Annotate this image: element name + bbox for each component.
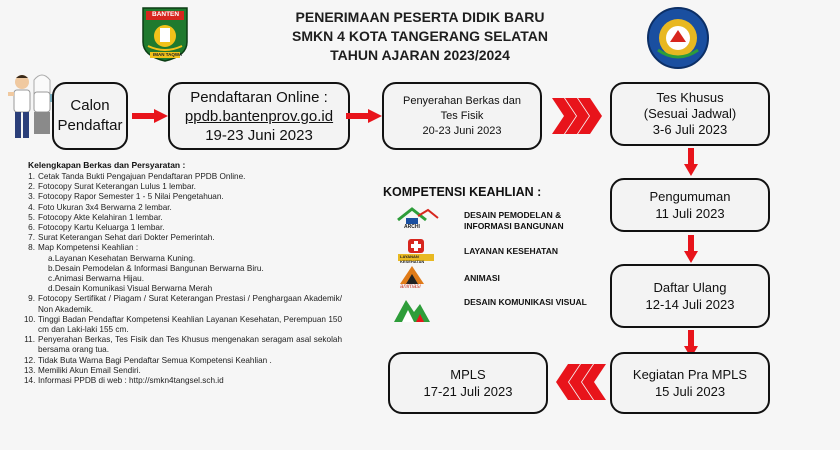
step-pengumuman-line1: Pengumuman [649,189,731,204]
sub-list-item: d.Desain Komunikasi Visual Berwarna Merah [48,284,213,294]
kompetensi-item-layanan-kesehatan: LAYANAN KESEHATAN [464,246,558,256]
layanan-logo-text: LAYANAN KESEHATAN [400,254,425,264]
step-calon-pendaftar [52,82,128,150]
step-mpls [388,352,548,414]
step-online-line3: 19-23 Juni 2023 [205,126,313,144]
requirements-title: Kelengkapan Berkas dan Persyaratan : [28,160,186,170]
kompetensi-title: KOMPETENSI KEAHLIAN : [383,185,542,199]
animasi-logo-text: animasi [400,284,421,290]
step-calon-line2: Pendaftar [57,117,123,134]
title-line-1: PENERIMAAN PESERTA DIDIK BARU [295,9,545,25]
step-pra-mpls [610,352,770,414]
list-item: 2. Fotocopy Surat Keterangan Lulus 1 lembar. [28,182,196,192]
banten-logo [140,6,190,62]
students-illustration [6,72,58,146]
list-item: 1. Cetak Tanda Bukti Pengajuan Pendaftaran PPDB Online. [28,172,246,181]
list-item: 7. Surat Keterangan Sehat dari Dokter Pemerintah. [28,233,215,243]
step-tes-line3: 3-6 Juli 2023 [652,122,728,137]
page-title [230,8,610,65]
list-item: 4. Foto Ukuran 3x4 Berwarna 2 lembar. [28,202,172,212]
list-item: 5. Fotocopy Akte Kelahiran 1 lembar. [28,212,163,222]
sub-list-item: a.Layanan Kesehatan Berwarna Kuning. [48,253,196,263]
arrow-right-icon [132,109,168,123]
sub-list-item: b.Desain Pemodelan & Informasi Bangunan Berwarna Biru. [48,263,264,273]
list-item: 8. Map Kompetensi Keahlian : [28,243,139,253]
step-pengumuman [610,178,770,232]
animasi-logo [392,264,432,292]
title-line-2: SMKN 4 KOTA TANGERANG SELATAN [292,28,548,44]
list-item: 12. Tidak Buta Warna Bagi Pendaftar Semua Kompetensi Keahlian . [24,355,272,365]
kompetensi-item-animasi: ANIMASI [464,273,500,283]
list-item: 3. Fotocopy Rapor Semester 1 - 5 Nilai Pengetahuan. [28,192,224,202]
dkv-logo [392,294,432,324]
list-item: 11. Penyerahan Berkas, Tes Fisik dan Tes Khusus mengenakan seragam asal sekolah bersama orang tua. [24,335,342,355]
step-tes-line1: Tes Khusus [656,90,724,105]
step-mpls-line1: MPLS [450,367,486,382]
list-item: 14. Informasi PPDB di web : http://smkn4tangsel.sch.id [24,376,224,386]
kompetensi-item-dkv: DESAIN KOMUNIKASI VISUAL [464,297,587,307]
step-pengumuman-line2: 11 Juli 2023 [655,206,725,221]
arrow-down-icon [684,148,698,176]
sub-list-item: c.Animasi Berwarna Hijau. [48,274,145,284]
step-pra-line2: 15 Juli 2023 [654,384,726,399]
arrow-down-icon [684,235,698,263]
step-daftar-line1: Daftar Ulang [653,280,727,295]
ppdb-link[interactable]: ppdb.bantenprov.go.id [184,107,334,125]
list-item: 10. Tinggi Badan Pendaftar Kompetensi Keahlian Layanan Kesehatan, Perempuan 150 cm dan Laki-laki 155 cm. [24,314,342,335]
banten-logo-top: BANTEN [152,11,180,18]
title-line-3: TAHUN AJARAN 2023/2024 [330,47,510,63]
step-tes-khusus [610,82,770,146]
step-tes-line2: (Sesuai Jadwal) [643,106,737,121]
list-item: 9. Fotocopy Sertifikat / Piagam / Surat Keterangan Prestasi / Penghargaan Akademik/ Non Akademik. [28,294,342,314]
chevron-arrows-icon [552,98,602,134]
step-online-line1: Pendaftaran Online : [190,88,328,106]
step-penyerahan-berkas [382,82,542,150]
banten-logo-bottom: IMAN TAQWA [153,52,183,57]
step-pra-line1: Kegiatan Pra MPLS [632,367,748,382]
layanan-kesehatan-logo [396,238,436,262]
step-berkas-line2: Tes Fisik [440,109,484,122]
requirements-list [24,172,342,386]
dpib-logo-text: ARCHI [404,224,420,230]
chevron-arrows-left-icon [556,364,606,400]
step-berkas-line1: Penyerahan Berkas dan [402,94,522,107]
kompetensi-item-dpib: DESAIN PEMODELAN & INFORMASI BANGUNAN [464,210,564,231]
dpib-logo [392,206,440,232]
list-item: 6. Fotocopy Kartu Keluarga 1 lembar. [28,223,165,233]
step-pendaftaran-online [168,82,350,150]
list-item: 13. Memiliki Akun Email Sendiri. [24,365,141,375]
step-calon-line1: Calon [70,97,110,114]
arrow-right-icon [346,109,382,123]
step-mpls-line2: 17-21 Juli 2023 [423,384,513,399]
step-daftar-line2: 12-14 Juli 2023 [645,297,735,312]
step-berkas-line3: 20-23 Juni 2023 [422,124,502,137]
step-daftar-ulang [610,264,770,328]
school-logo [646,6,710,70]
